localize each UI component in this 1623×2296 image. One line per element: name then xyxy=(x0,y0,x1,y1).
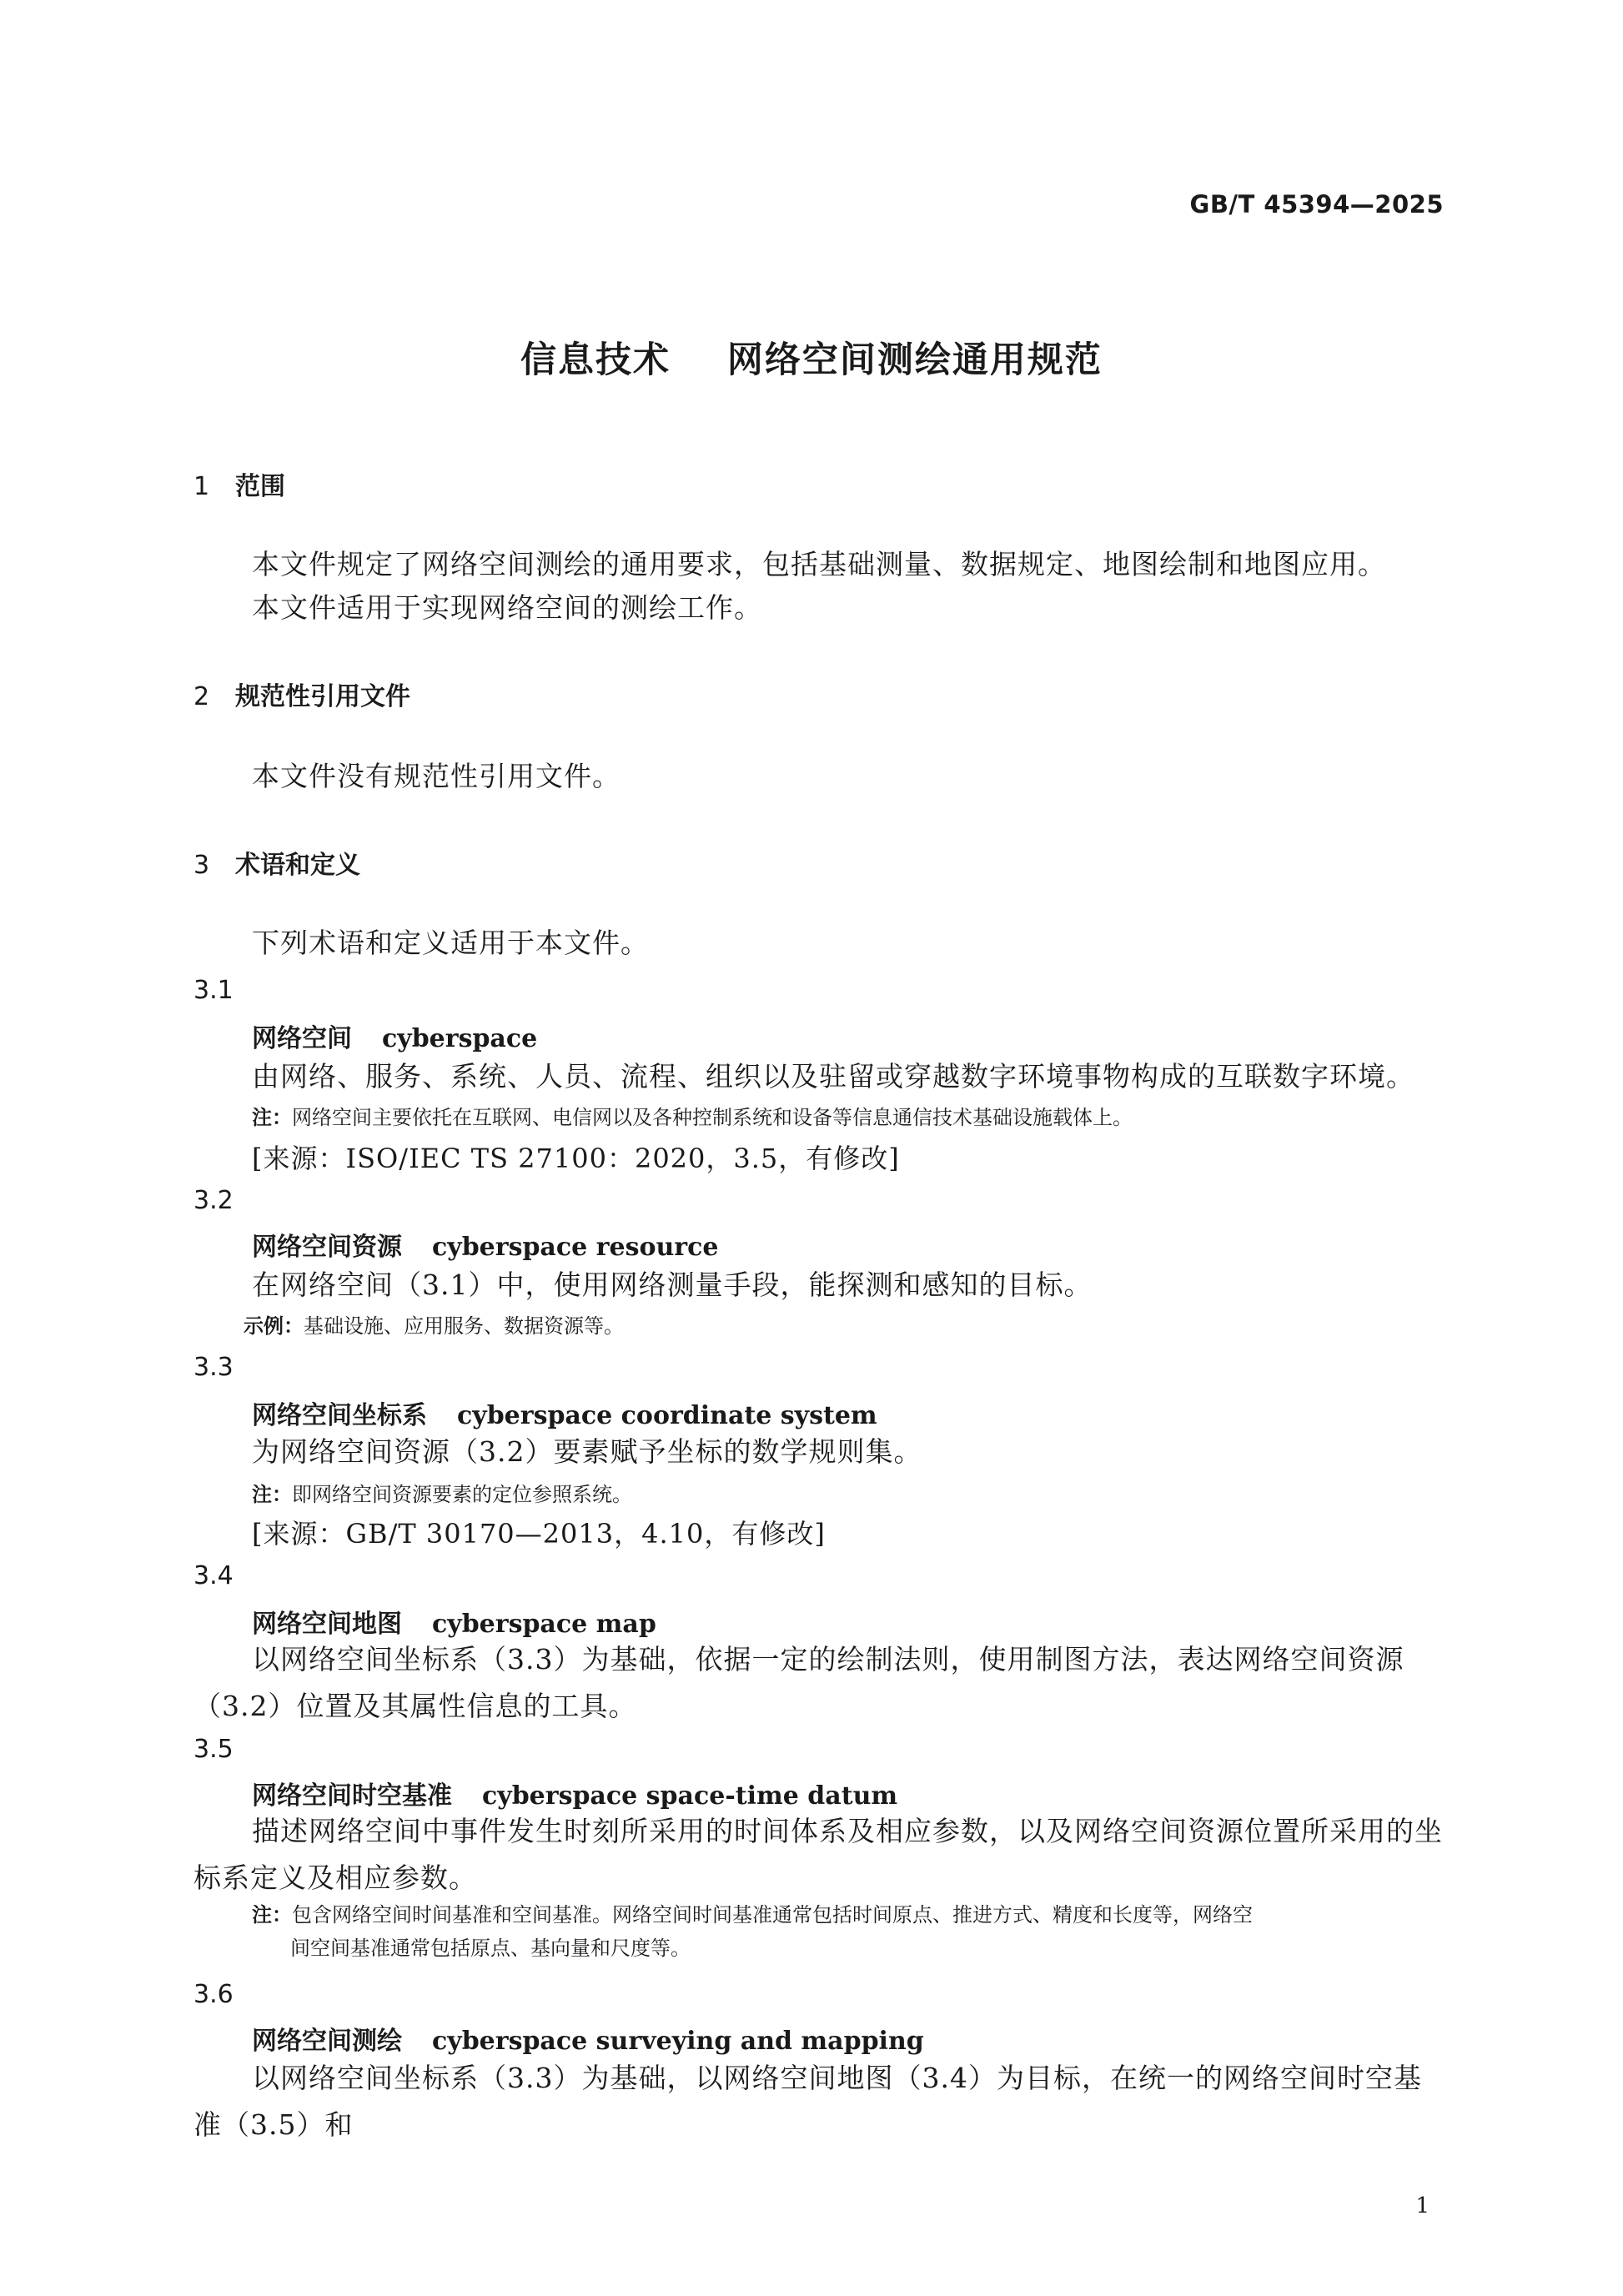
term-en: cyberspace map xyxy=(432,1610,656,1639)
section-number: 1 xyxy=(193,472,210,501)
section-title: 范围 xyxy=(235,472,285,501)
clause-number: 3.5 xyxy=(193,1735,234,1764)
term-source: [来源：ISO/IEC TS 27100：2020，3.5，有修改] xyxy=(252,1143,900,1174)
term-definition: 描述网络空间中事件发生时刻所采用的时间体系及相应参数，以及网络空间资源位置所采用的坐标系定义及相应参数。 xyxy=(193,1815,1443,1894)
term-note xyxy=(252,1101,1436,1134)
term-heading xyxy=(252,1226,718,1263)
term-note xyxy=(252,1478,1436,1511)
clause-number: 3.4 xyxy=(193,1561,234,1590)
note-text: 包含网络空间时间基准和空间基准。网络空间时间基准通常包括时间原点、推进方式、精度和长度等，网络空 xyxy=(292,1903,1253,1927)
paragraph: 本文件适用于实现网络空间的测绘工作。 xyxy=(252,591,762,624)
example-text: 基础设施、应用服务、数据资源等。 xyxy=(304,1314,624,1338)
clause-number: 3.3 xyxy=(193,1353,234,1382)
paragraph: 下列术语和定义适用于本文件。 xyxy=(252,927,649,959)
term-heading xyxy=(252,2020,924,2057)
note-text: 即网络空间资源要素的定位参照系统。 xyxy=(292,1483,632,1506)
section-title: 规范性引用文件 xyxy=(235,682,410,711)
term-note xyxy=(252,1898,1436,1965)
term-en: cyberspace xyxy=(382,1024,538,1053)
term-heading xyxy=(252,1603,656,1640)
section-2-heading xyxy=(193,676,410,712)
term-definition: 以网络空间坐标系（3.3）为基础，依据一定的绘制法则，使用制图方法，表达网络空间资源（3.2）位置及其属性信息的工具。 xyxy=(193,1643,1404,1722)
section-3-heading xyxy=(193,844,360,881)
section-number: 3 xyxy=(193,851,210,880)
term-heading xyxy=(252,1775,897,1811)
term-definition: 为网络空间资源（3.2）要素赋予坐标的数学规则集。 xyxy=(252,1435,922,1468)
term-source: [来源：GB/T 30170—2013，4.10，有修改] xyxy=(252,1518,826,1550)
paragraph: 本文件规定了网络空间测绘的通用要求，包括基础测量、数据规定、地图绘制和地图应用。 xyxy=(252,548,1386,580)
term-en: cyberspace resource xyxy=(432,1233,719,1262)
note-label: 注： xyxy=(252,1106,292,1129)
note-text-continued: 间空间基准通常包括原点、基向量和尺度等。 xyxy=(290,1937,691,1960)
section-1-heading xyxy=(193,465,285,502)
term-zh: 网络空间测绘 xyxy=(252,2027,402,2056)
section-number: 2 xyxy=(193,682,210,711)
term-en: cyberspace space-time datum xyxy=(482,1781,898,1811)
paragraph: 本文件没有规范性引用文件。 xyxy=(252,760,621,792)
clause-number: 3.2 xyxy=(193,1186,234,1215)
term-en: cyberspace coordinate system xyxy=(457,1401,877,1430)
term-zh: 网络空间资源 xyxy=(252,1233,402,1262)
standard-number: GB/T 45394—2025 xyxy=(1189,190,1444,219)
term-zh: 网络空间地图 xyxy=(252,1610,402,1639)
clause-number: 3.1 xyxy=(193,976,234,1005)
note-label: 注： xyxy=(252,1903,292,1927)
term-definition: 以网络空间坐标系（3.3）为基础，以网络空间地图（3.4）为目标，在统一的网络空间时空基准（3.5）和 xyxy=(193,2062,1422,2141)
term-definition: 由网络、服务、系统、人员、流程、组织以及驻留或穿越数字环境事物构成的互联数字环境。 xyxy=(252,1060,1414,1093)
note-text: 网络空间主要依托在互联网、电信网以及各种控制系统和设备等信息通信技术基础设施载体上。 xyxy=(292,1106,1133,1129)
clause-number: 3.6 xyxy=(193,1980,234,2009)
term-definition: 在网络空间（3.1）中，使用网络测量手段，能探测和感知的目标。 xyxy=(252,1269,1093,1301)
term-en: cyberspace surveying and mapping xyxy=(432,2027,924,2056)
term-zh: 网络空间时空基准 xyxy=(252,1781,452,1811)
term-zh: 网络空间 xyxy=(252,1024,352,1053)
term-heading xyxy=(252,1394,877,1431)
example-label: 示例： xyxy=(244,1314,304,1338)
term-example xyxy=(244,1309,1428,1343)
section-title: 术语和定义 xyxy=(235,851,360,880)
note-label: 注： xyxy=(252,1483,292,1506)
term-zh: 网络空间坐标系 xyxy=(252,1401,427,1430)
page-number: 1 xyxy=(1415,2193,1430,2218)
term-heading xyxy=(252,1017,537,1054)
page-title: 信息技术 网络空间测绘通用规范 xyxy=(520,339,1103,381)
